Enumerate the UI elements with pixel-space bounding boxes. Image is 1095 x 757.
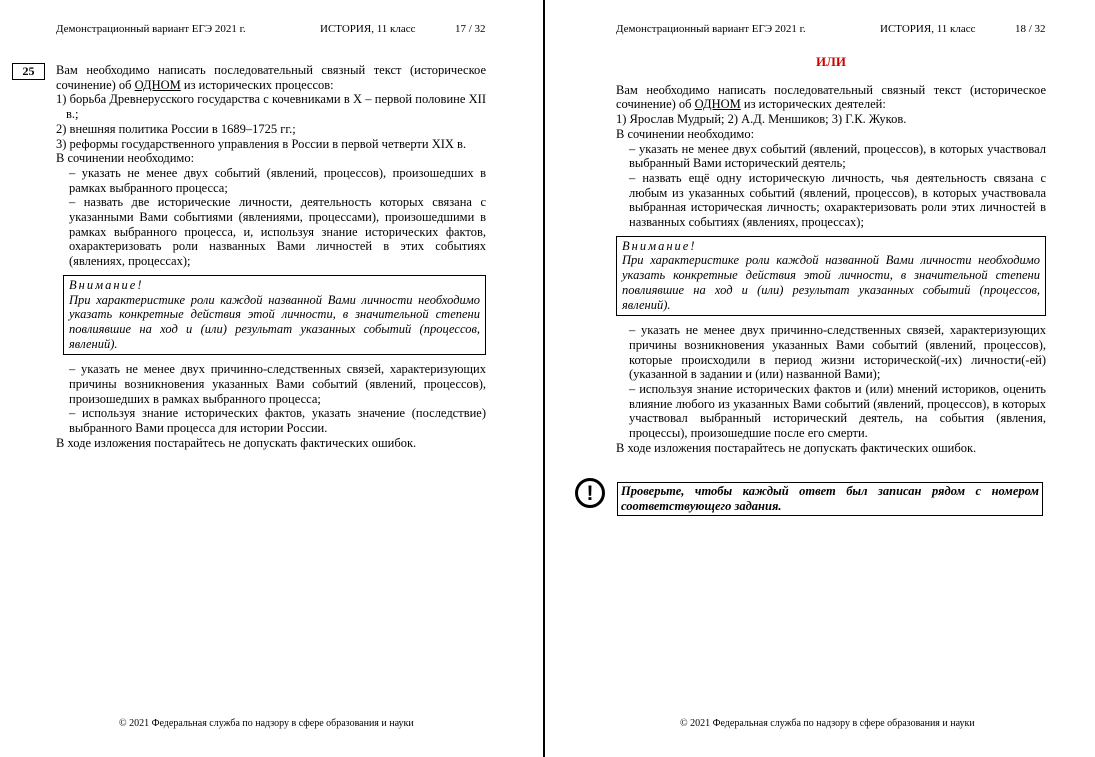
header-subject: ИСТОРИЯ, 11 класс: [320, 23, 416, 35]
process-option: 1) борьба Древнерусского государства с кочевниками в X – первой половине XII в.;: [56, 92, 486, 122]
page-17: [0, 0, 543, 757]
footer-copyright: © 2021 Федеральная служба по надзору в сфере образования и науки: [680, 718, 975, 729]
header-page-number: 18 / 32: [1015, 23, 1046, 35]
attention-box: [63, 275, 486, 356]
footer-copyright: © 2021 Федеральная служба по надзору в сфере образования и науки: [119, 718, 414, 729]
exclamation-icon: !: [575, 478, 605, 508]
closing-note: В ходе изложения постарайтесь не допускать фактических ошибок.: [616, 440, 977, 455]
header-exam: Демонстрационный вариант ЕГЭ 2021 г.: [56, 23, 246, 35]
requirements-title: В сочинении необходимо:: [616, 126, 755, 141]
process-option: 2) внешняя политика России в 1689–1725 гг.;: [56, 121, 296, 136]
attention-text: При характеристике роли каждой названной Вами личности необходимо указать конкретные действия этой личности, в значительной степени повлиявшие на ход и (или) результат указанных событий (процессов, явлений).: [69, 292, 480, 351]
requirement-item: – используя знание исторических фактов и (или) мнений историков, оценить влияние любого из указанных Вами событий (явлений, процессов), в которых участвовал выбранный исторический деятель, на события (явления, процессы), произошедшие после его смерти.: [629, 382, 1046, 441]
requirement-item: – указать не менее двух событий (явлений, процессов), произошедших в рамках выбранного процесса;: [69, 165, 486, 195]
attention-text: При характеристике роли каждой названной Вами личности необходимо указать конкретные действия этой личности, в значительной степени повлиявшие на ход и (или) результат указанных событий (процессов, явлений).: [622, 253, 1040, 312]
header-exam: Демонстрационный вариант ЕГЭ 2021 г.: [616, 23, 806, 35]
emphasis-one: ОДНОМ: [134, 77, 181, 92]
task-intro: Вам необходимо написать последовательный связный текст (историческое сочинение) об ОДНОМ из исторических процессов:: [56, 63, 486, 92]
task-intro: Вам необходимо написать последовательный связный текст (историческое сочинение) об ОДНОМ из исторических деятелей:: [616, 82, 1046, 112]
page-18: [545, 0, 1095, 757]
requirement-item: – используя знание исторических фактов, указать значение (последствие) выбранного Вами процесса для истории России.: [69, 406, 486, 436]
requirements-title: В сочинении необходимо:: [56, 151, 195, 166]
persons-list: 1) Ярослав Мудрый; 2) А.Д. Меншиков; 3) Г.К. Жуков.: [616, 112, 907, 127]
warning-box: Проверьте, чтобы каждый ответ был записан рядом с номером соответствующего задания.: [617, 482, 1043, 516]
emphasis-one: ОДНОМ: [694, 97, 741, 112]
task-number-box: 25: [12, 63, 45, 80]
requirement-item: – указать не менее двух причинно-следственных связей, характеризующих причины возникновения указанных Вами событий (явлений, процессов), произошедших в рамках выбранного процесса;: [69, 362, 486, 406]
task-25-text: [56, 63, 486, 451]
header-page-number: 17 / 32: [455, 23, 486, 35]
requirement-item: – указать не менее двух причинно-следственных связей, характеризующих причины возникновения указанных Вами событий (явлений, процессов), которые происходили в период жизни исторической(-их) личности(-ей) (указанной в задании и (или) названной Вами);: [629, 323, 1046, 382]
attention-box: [616, 236, 1046, 317]
requirement-item: – назвать две исторические личности, деятельность которых связана с указанными Вами событиями (явлениями, процессами), произошедшими в рамках выбранного процесса, и, используя знание исторических фактов, охарактеризовать роли названных Вами личностей в этих событиях (явлениях, процессах);: [69, 195, 486, 269]
attention-title: Внимание!: [622, 238, 697, 253]
or-label: ИЛИ: [816, 54, 846, 69]
requirement-item: – назвать ещё одну историческую личность, чья деятельность связана с любым из указанных событий (явлений, процессов), в которых участвовала выбранная историческая личность; охарактеризовать роли этих личностей в названных событиях (явлениях, процессах);: [629, 170, 1046, 230]
requirement-item: – указать не менее двух событий (явлений, процессов), в которых участвовал выбранный Вами исторический деятель;: [629, 141, 1046, 171]
process-option: 3) реформы государственного управления в России в первой четверти XIX в.: [56, 136, 467, 151]
header-subject: ИСТОРИЯ, 11 класс: [880, 23, 976, 35]
task-25-alt-text: [616, 55, 1046, 456]
attention-title: Внимание!: [69, 277, 144, 292]
closing-note: В ходе изложения постарайтесь не допускать фактических ошибок.: [56, 435, 417, 450]
